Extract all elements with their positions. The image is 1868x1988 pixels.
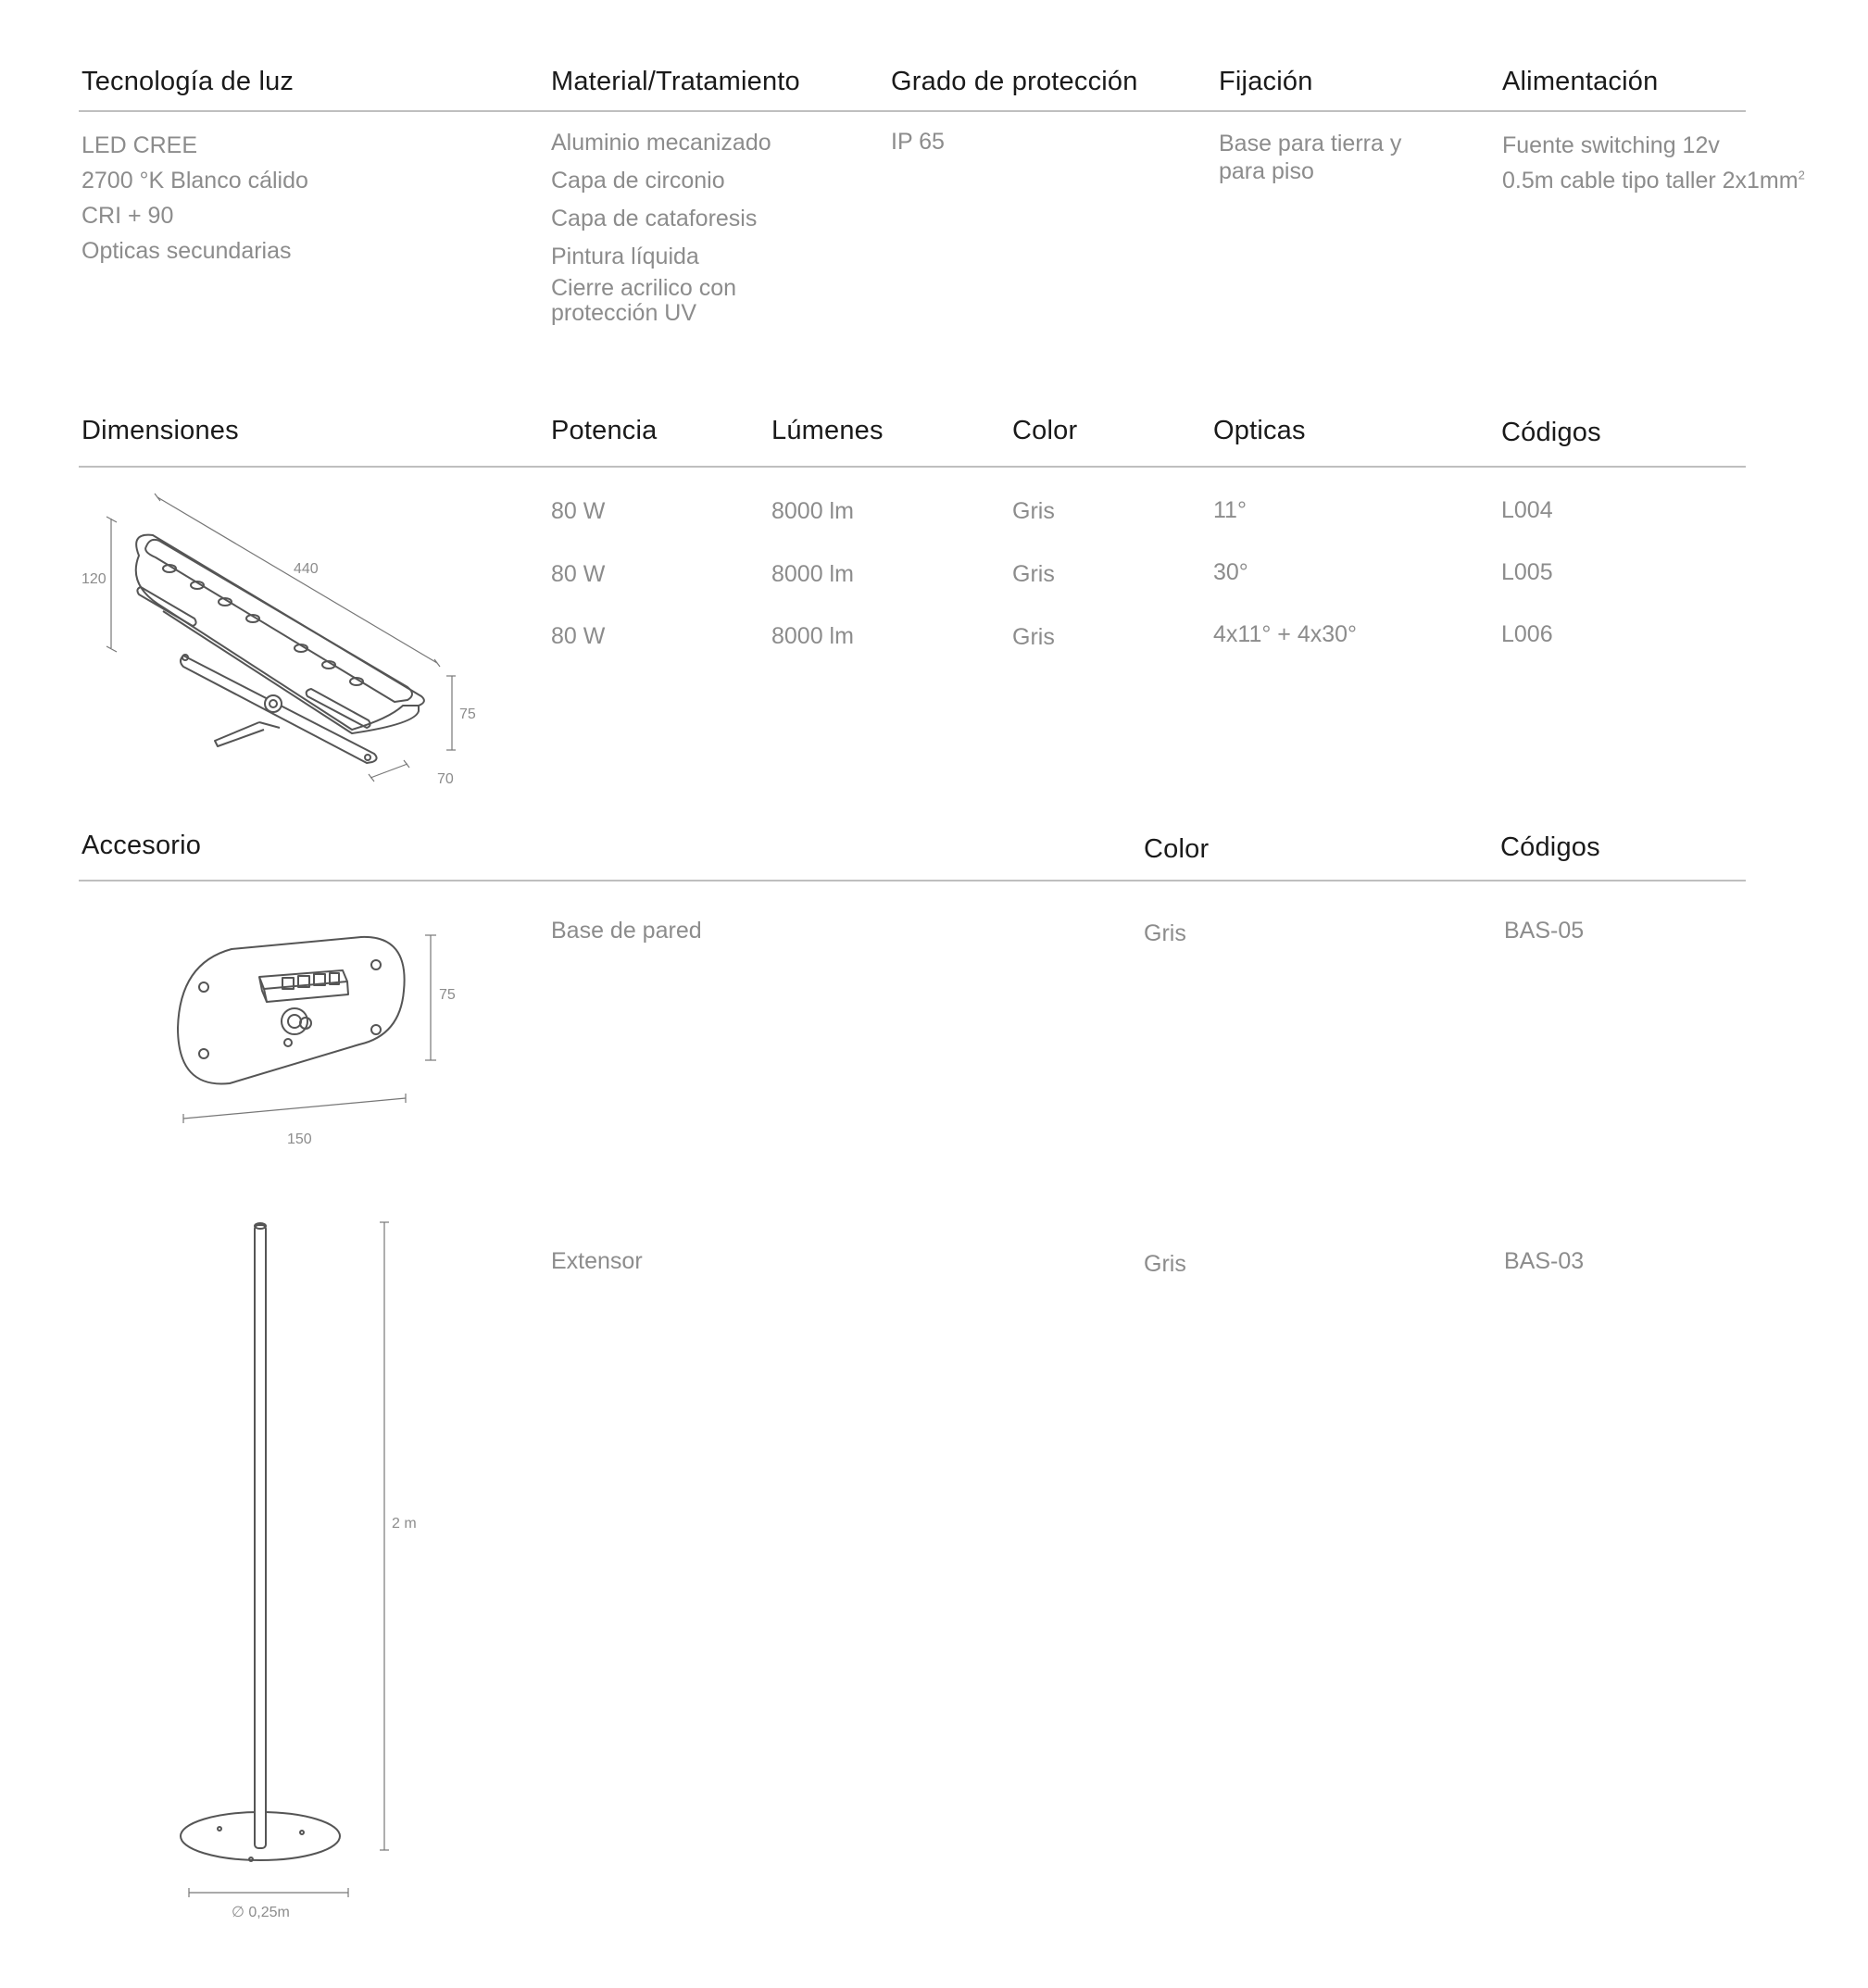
optica-cell: 11° [1213, 497, 1247, 523]
header-dimensiones: Dimensiones [81, 416, 239, 445]
extensor-diameter-label: ∅ 0,25m [232, 1905, 290, 1920]
header-tecnologia: Tecnología de luz [81, 67, 295, 96]
fijacion-line: Base para tierra y [1219, 131, 1402, 156]
potencia-cell: 80 W [551, 498, 606, 524]
material-item: Pintura líquida [551, 244, 699, 269]
dim-length-label: 440 [294, 561, 319, 577]
header-color: Color [1012, 416, 1078, 445]
section-divider [79, 880, 1746, 881]
color-cell: Gris [1012, 561, 1055, 587]
header-fijacion: Fijación [1219, 67, 1313, 96]
base-width-label: 150 [287, 1132, 312, 1147]
dim-width-label: 70 [437, 771, 454, 787]
alimentacion-line: Fuente switching 12v [1502, 132, 1720, 158]
header-opticas: Opticas [1213, 416, 1306, 445]
material-item: Capa de cataforesis [551, 206, 758, 231]
accesorio-color: Gris [1144, 1251, 1186, 1277]
header-codigos: Códigos [1501, 418, 1601, 447]
accesorio-nombre: Base de pared [551, 918, 702, 944]
header-accesorio: Accesorio [81, 831, 202, 860]
tecnologia-item: CRI + 90 [81, 203, 174, 229]
accesorio-codigo: BAS-05 [1504, 918, 1585, 944]
tecnologia-item: Opticas secundarias [81, 238, 292, 264]
fijacion-line: para piso [1219, 158, 1314, 184]
header-color-accesorio: Color [1144, 834, 1210, 864]
header-alimentacion: Alimentación [1502, 67, 1659, 96]
tecnologia-item: 2700 °K Blanco cálido [81, 168, 308, 194]
material-item: Aluminio mecanizado [551, 130, 771, 156]
header-material: Material/Tratamiento [551, 67, 800, 96]
accesorio-codigo: BAS-03 [1504, 1248, 1585, 1274]
codigo-cell: L004 [1501, 497, 1553, 523]
section-divider [79, 466, 1746, 468]
lumenes-cell: 8000 lm [771, 623, 854, 649]
extensor-height-label: 2 m [392, 1516, 417, 1532]
header-grado: Grado de protección [891, 67, 1138, 96]
dim-height-label: 120 [81, 571, 107, 587]
lumenes-cell: 8000 lm [771, 561, 854, 587]
fijacion-value [1219, 130, 1401, 185]
superscript-two: 2 [1798, 168, 1805, 182]
material-item: protección UV [551, 300, 697, 326]
header-codigos-accesorio: Códigos [1500, 832, 1600, 862]
optica-cell: 4x11° + 4x30° [1213, 621, 1358, 647]
grado-value: IP 65 [891, 129, 945, 155]
material-item: Capa de circonio [551, 168, 725, 194]
dim-depth-label: 75 [459, 706, 476, 722]
extensor-drawing [176, 1213, 417, 1917]
header-potencia: Potencia [551, 416, 658, 445]
accesorio-color: Gris [1144, 920, 1186, 946]
alimentacion-line [1502, 163, 1805, 198]
color-cell: Gris [1012, 498, 1055, 524]
luminaire-drawing [74, 491, 500, 796]
section-divider [79, 110, 1746, 112]
base-de-pared-drawing [167, 926, 463, 1139]
color-cell: Gris [1012, 624, 1055, 650]
alimentacion-cable: 0.5m cable tipo taller 2x1mm [1502, 168, 1799, 194]
codigo-cell: L006 [1501, 621, 1553, 647]
header-lumenes: Lúmenes [771, 416, 884, 445]
material-list [551, 124, 771, 276]
codigo-cell: L005 [1501, 559, 1553, 585]
material-item: Cierre acrilico con [551, 275, 737, 301]
lumenes-cell: 8000 lm [771, 498, 854, 524]
material-acrilico [551, 276, 736, 326]
potencia-cell: 80 W [551, 561, 606, 587]
potencia-cell: 80 W [551, 623, 606, 649]
tecnologia-list [81, 128, 308, 269]
alimentacion-value [1502, 128, 1805, 198]
base-height-label: 75 [439, 987, 456, 1003]
tecnologia-item: LED CREE [81, 132, 198, 158]
accesorio-nombre: Extensor [551, 1248, 643, 1274]
optica-cell: 30° [1213, 559, 1248, 585]
